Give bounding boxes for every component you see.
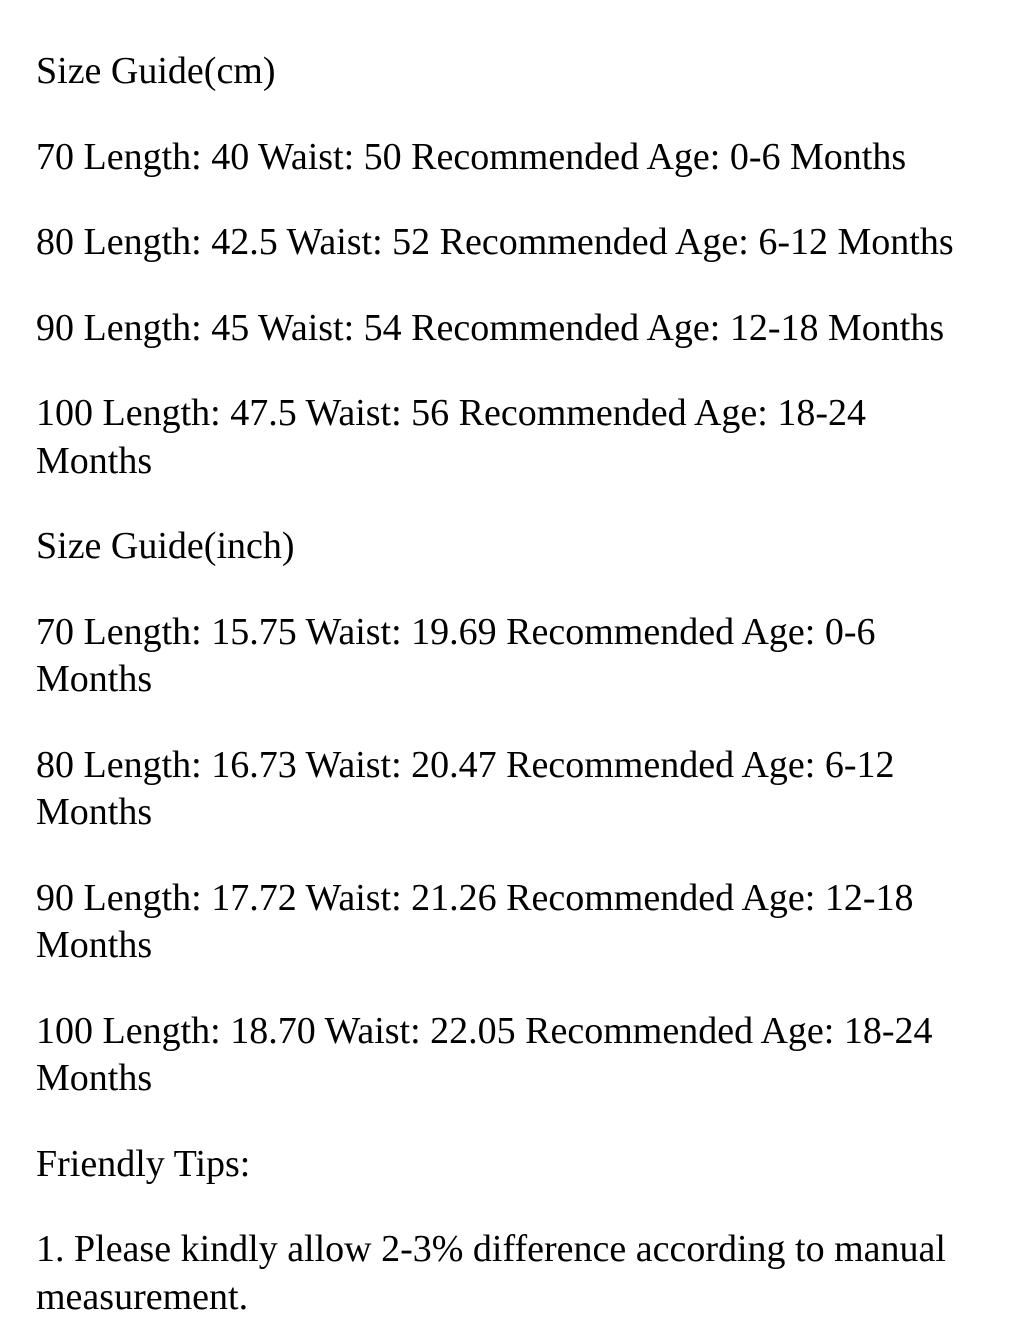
size-guide-text-block (36, 48, 988, 1321)
clipped-top-line (36, 0, 988, 10)
line-size-guide-inch-heading: Size Guide(inch) (36, 525, 295, 567)
line-inch-size-100: 100 Length: 18.70 Waist: 22.05 Recommended Age: 18-24 Months (36, 1009, 933, 1099)
line-cm-size-100: 100 Length: 47.5 Waist: 56 Recommended Age: 18-24 Months (36, 392, 867, 482)
line-friendly-tips-heading: Friendly Tips: (36, 1142, 251, 1185)
line-friendly-tip-1: 1. Please kindly allow 2-3% difference according to manual measurement. (36, 1228, 946, 1318)
line-cm-size-80: 80 Length: 42.5 Waist: 52 Recommended Age: 6-12 Months (36, 221, 954, 263)
line-inch-size-80: 80 Length: 16.73 Waist: 20.47 Recommended Age: 6-12 Months (36, 743, 895, 833)
line-cm-size-90: 90 Length: 45 Waist: 54 Recommended Age: 12-18 Months (36, 306, 945, 349)
line-size-guide-cm-heading: Size Guide(cm) (36, 50, 276, 92)
line-inch-size-90: 90 Length: 17.72 Waist: 21.26 Recommended Age: 12-18 Months (36, 876, 914, 966)
line-cm-size-70: 70 Length: 40 Waist: 50 Recommended Age: 0-6 Months (36, 135, 907, 178)
line-inch-size-70: 70 Length: 15.75 Waist: 19.69 Recommended Age: 0-6 Months (36, 610, 876, 700)
